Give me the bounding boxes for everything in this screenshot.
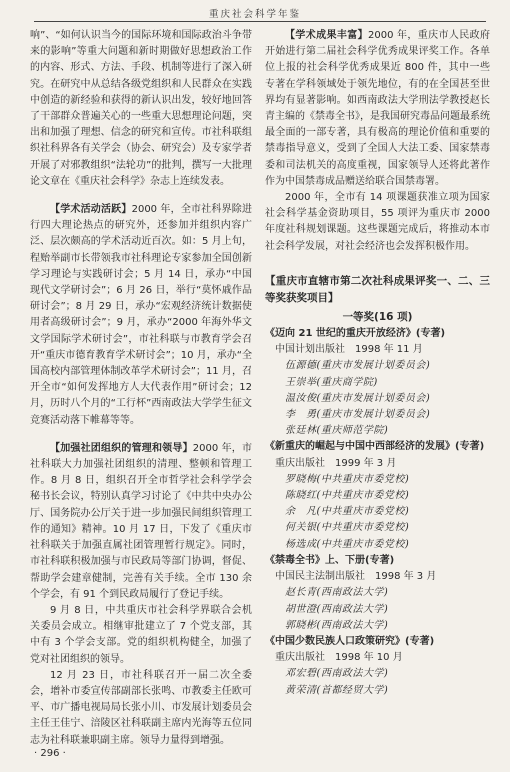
work-author: 胡世澄(西南政法大学) bbox=[285, 603, 389, 615]
work-author: 余 凡(中共重庆市委党校) bbox=[285, 506, 410, 518]
awards-title: 【重庆市直辖市第二次社科成果评奖一、二、三等奖获奖项目】 bbox=[265, 274, 490, 304]
management-paragraph bbox=[30, 441, 252, 603]
left-column bbox=[30, 28, 252, 749]
activities-paragraph bbox=[30, 202, 252, 429]
work-author: 黄荣清(首都经贸大学) bbox=[285, 684, 389, 696]
work-author: 张廷林(重庆师范学院) bbox=[285, 425, 389, 437]
achievements-heading: 【学术成果丰富】 bbox=[285, 30, 368, 41]
work-author: 邓宏碧(西南政法大学) bbox=[285, 668, 389, 680]
achievements-text: 2000 年，重庆市人民政府开始进行第二届社会科学优秀成果评奖工作。各单位上报的社会科学优秀成果近 800 件，其中一些专著在学科领域处于领先地位，有的在全国甚至世界均有显著影响。如西南政法大学刑法学教授赵长青主编的《禁毒全书》，是我国研究毒品问题最系统最全面的一部专著，具有极高的理论价值和重要的禁毒指导意义，受到了全国人大法工委、国家禁毒委和司法机关的高度重视，国家领导人还将此著作作为中国禁毒成品赠送给联合国禁毒署。 bbox=[265, 30, 490, 187]
projects-paragraph: 2000 年，全市有 14 项课题获准立项为国家社会科学基金资助项目，55 项评为重庆市 2000 年度社科规划课题。这些课题完成后，将推动本市社会科学发展，对社会经济也会发挥积极作用。 bbox=[265, 192, 490, 252]
right-column bbox=[265, 28, 490, 699]
work-author: 罗晓梅(中共重庆市委党校) bbox=[285, 473, 410, 485]
work-publisher: 中国民主法制出版社 1998 年 3 月 bbox=[275, 571, 437, 583]
header-rule bbox=[34, 21, 486, 22]
work-author: 李 勇(重庆市发展计划委员会) bbox=[285, 409, 431, 421]
work-author: 杨选成(中共重庆市委党校) bbox=[285, 538, 410, 550]
award-work-3 bbox=[265, 553, 490, 634]
work-author: 伍源德(重庆市发展计划委员会) bbox=[285, 360, 431, 372]
work-author: 赵长青(西南政法大学) bbox=[285, 587, 389, 599]
work-title: 《禁毒全书》上、下册(专著) bbox=[265, 554, 395, 566]
work-title: 《中国少数民族人口政策研究》(专著) bbox=[265, 635, 435, 647]
party-committee-paragraph: 9 月 8 日，中共重庆市社会科学界联合会机关委员会成立。相继审批建立了 7 个党支部，其中有 3 个学会支部。党的组织机构健全，加强了党对社团组织的领导。 bbox=[30, 604, 252, 665]
page-number: · 296 · bbox=[34, 748, 66, 759]
work-title: 《新重庆的崛起与中国中西部经济的发展》(专著) bbox=[265, 441, 485, 453]
management-text: 2000 年，市社科联大力加强社团组织的清理、整顿和管理工作。8 月 8 日，组织召开全市哲学社会科学学会秘书长会议，特别认真学习讨论了《中共中央办公厅、国务院办公厅关于进一步加强民间组织管理工作的通知》精神。10 月 17 日，下发了《重庆市社科联关于加强直属社团管理暂行规定》。同时，市社科联积极加强与市民政局等部门协调，督促、帮助学会建章健制，完善有关手续。全市 130 余个学会，有 91 个到民政局履行了登记手续。 bbox=[30, 442, 253, 600]
award-work-2 bbox=[265, 439, 490, 552]
intro-paragraph: 响”、“如何认识当今的国际环境和国际政治斗争带来的影响”等重大问题和新时期做好思想政治工作的内容、形式、方法、手段、机制等进行了深入研究。在研究中从总结各级党组织和人民群众在实践中创造的新经验和获得的新认识出发，较好地回答了干部群众普遍关心的一些重大思想理论问题，突出和加强了理想、信念的研究和宣传。市社科联组织社科界各有关学会（协会、研究会）及专家学者开展了对邪教组织“法轮功”的批判，撰写一大批理论文章在《重庆社会科学》杂志上连续发表。 bbox=[30, 30, 252, 187]
work-publisher: 中国计划出版社 1998 年 11 月 bbox=[275, 344, 423, 356]
running-header: 重庆社会科学年鉴 bbox=[208, 9, 301, 20]
work-author: 陈晓红(中共重庆市委党校) bbox=[285, 490, 410, 502]
first-prize-heading: 一等奖(16 项) bbox=[342, 310, 413, 323]
award-work-1 bbox=[265, 326, 490, 439]
activities-heading: 【学术活动活跃】 bbox=[50, 204, 132, 216]
activities-text: 2000 年，全市社科界除进行四大理论热点的研究外，还参加并组织内容广泛、层次颇高的学术活动近百次。如：5 月上旬，程贻举副市长带领我市社科理论专家参加全国创新学习理论与实践研讨会；5 月 14 日，承办“中国现代文学研讨会”；6 月 26 日，举行“莫怀戚作品研讨会”；8 月 29 日，承办“宏观经济统计数据使用者高级研讨会”；9 月，承办“2000 年海外华文文学国际学术研讨会”，市社科联与市教育学会召开“重庆市德育教育学术研讨会”；10 月，承办“全国高校内部管理体制改革学术研讨会”；11 月，召开全市“如何发挥地方人大代表作用”研讨会；12 月，历时八个月的“工行杯”西南政法大学学生征文竞赛活动落下帷幕等等。 bbox=[30, 204, 253, 426]
work-author: 温汝俊(重庆市发展计划委员会) bbox=[285, 392, 431, 404]
work-author: 何关银(中共重庆市委党校) bbox=[285, 522, 410, 534]
work-title: 《迈向 21 世纪的重庆开放经济》(专著) bbox=[265, 328, 446, 340]
work-author: 王崇举(重庆商学院) bbox=[285, 376, 378, 388]
plenary-paragraph: 12 月 23 日，市社科联召开一届二次全委会，增补市委宣传部副部长张鸣、市教委主任欧可平、市广播电视局局长张小川、市发展计划委员会主任王佳宁、涪陵区社科联副主席内光海等五位同志为社科联兼职副主席。领导力量得到增强。 bbox=[30, 669, 252, 746]
work-author: 郭晓彬(西南政法大学) bbox=[285, 619, 389, 631]
management-heading: 【加强社团组织的管理和领导】 bbox=[50, 442, 193, 454]
work-publisher: 重庆出版社 1998 年 10 月 bbox=[275, 652, 403, 664]
work-publisher: 重庆出版社 1999 年 3 月 bbox=[275, 457, 397, 469]
award-work-4 bbox=[265, 634, 490, 699]
achievements-paragraph bbox=[265, 28, 490, 190]
